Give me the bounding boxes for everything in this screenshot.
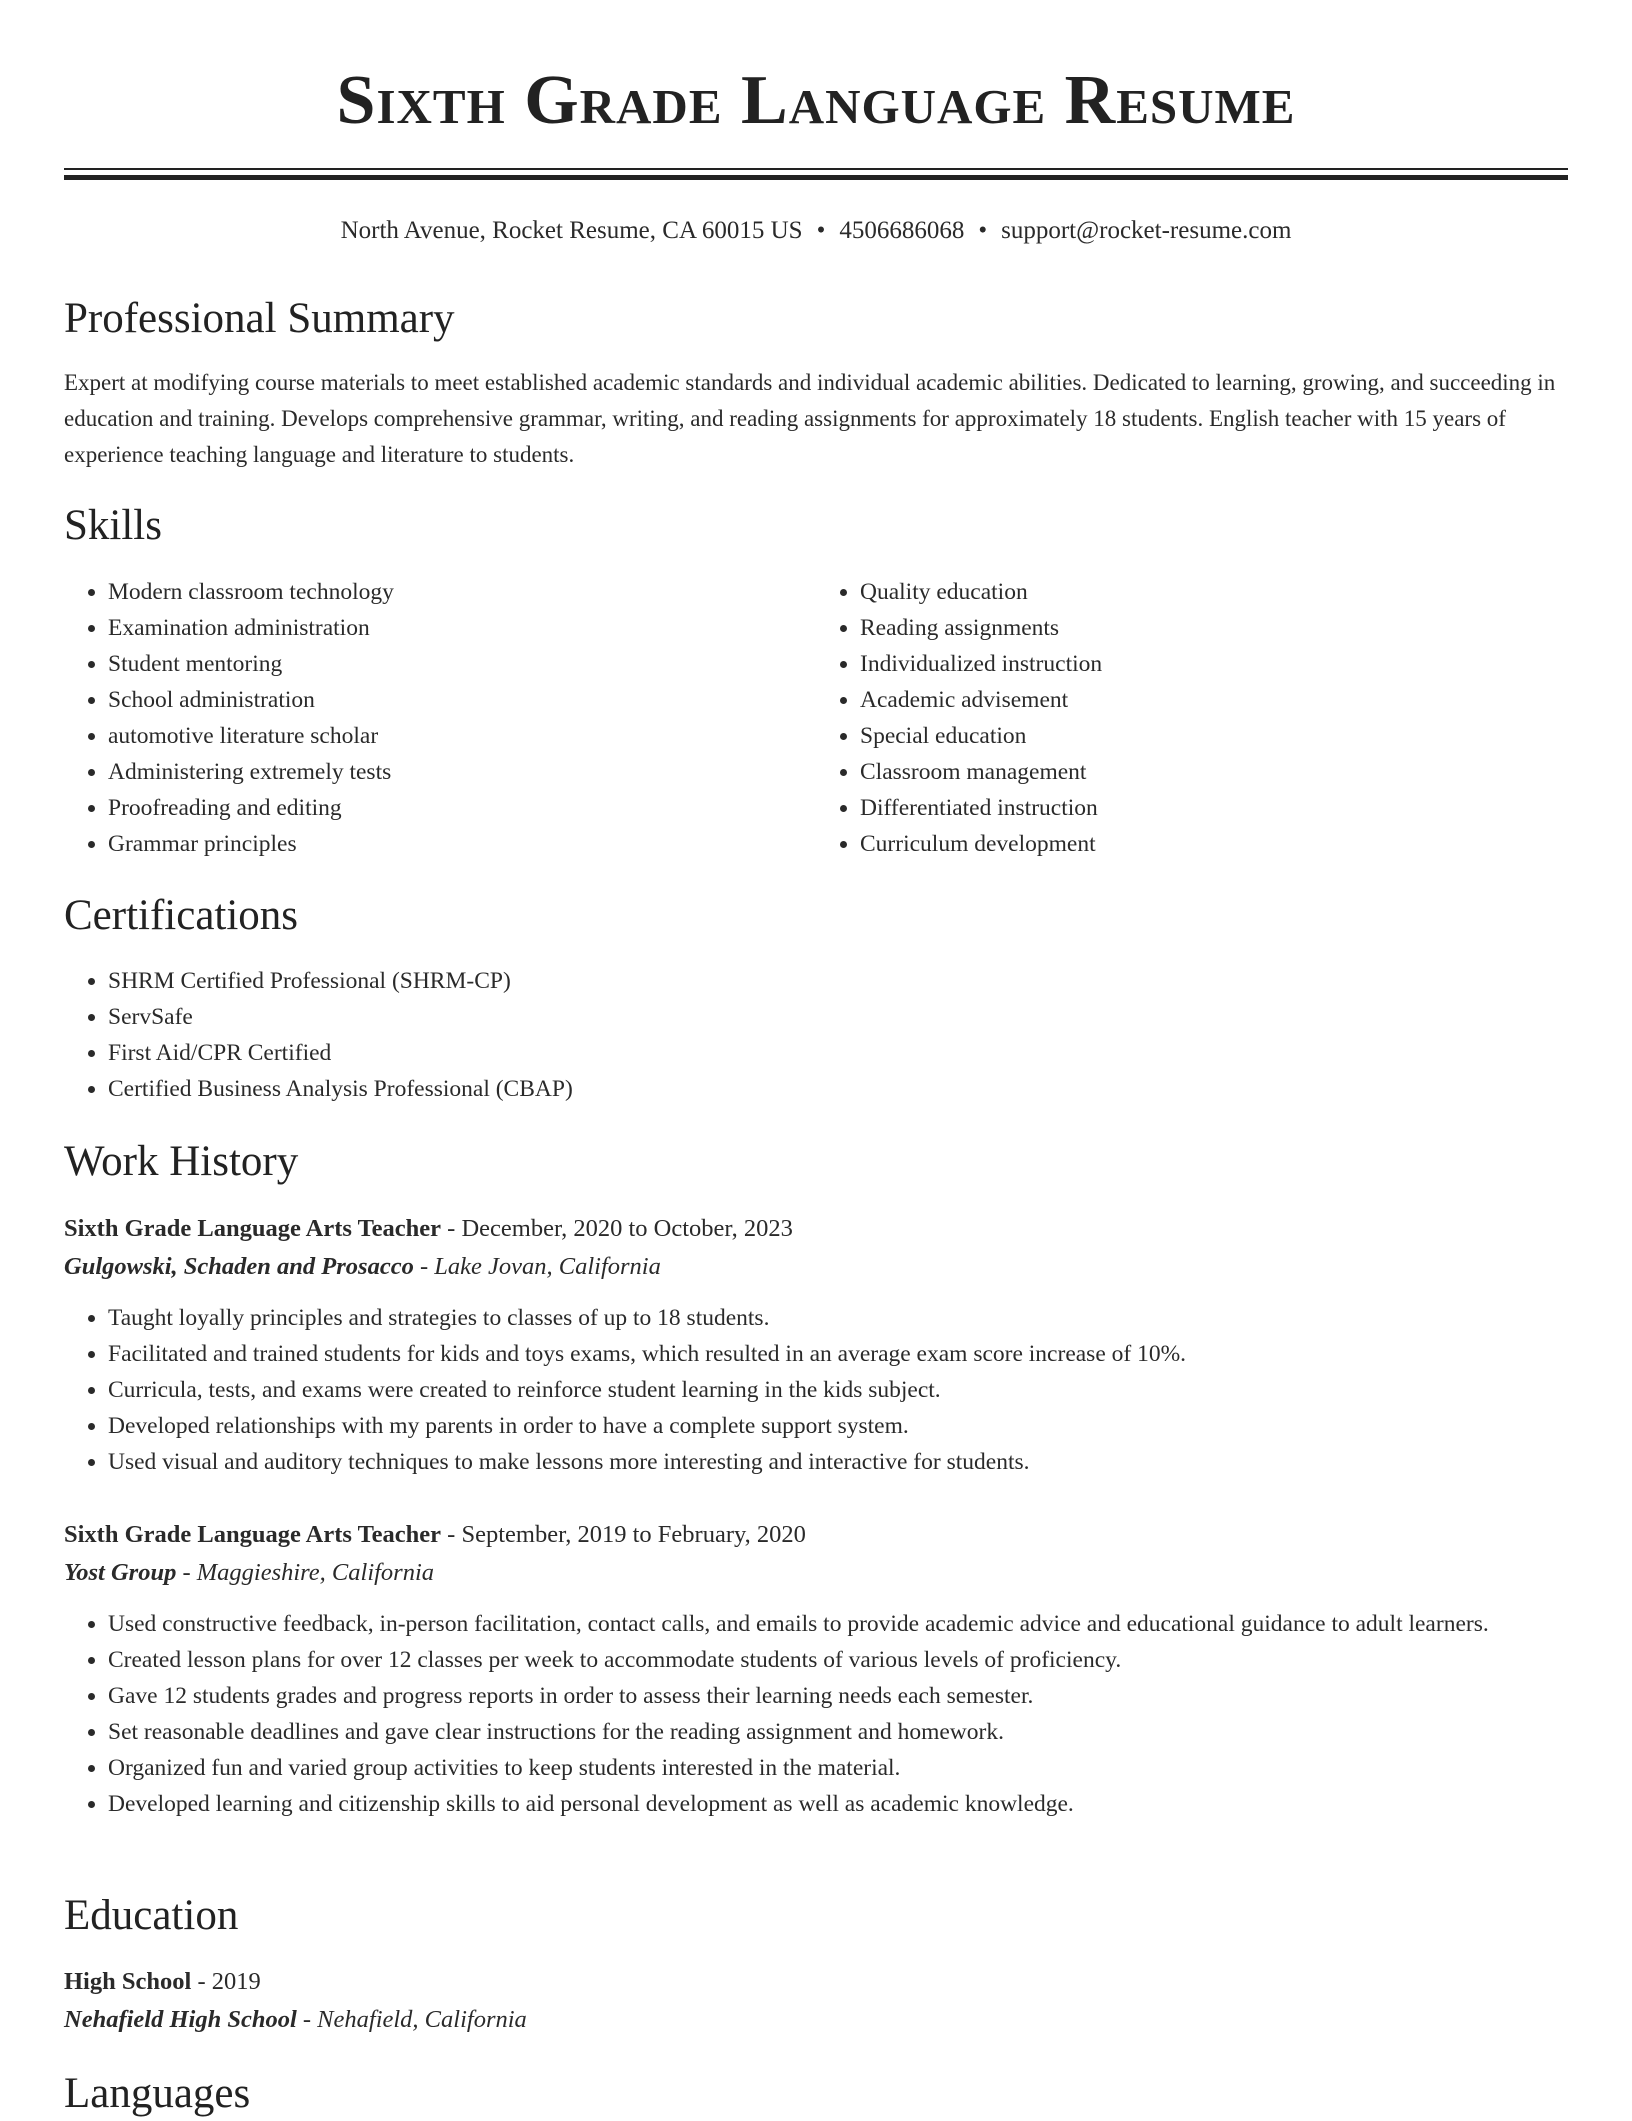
skill-item: • Modern classroom technology (108, 574, 816, 610)
job-company: Yost Group (64, 1559, 177, 1586)
job-bullet: • Created lesson plans for over 12 classes per week to accommodate students of various levels of proficiency. (108, 1642, 1568, 1678)
title-rule-thin (64, 168, 1568, 170)
job-company: Gulgowski, Schaden and Prosacco (64, 1253, 414, 1280)
resume-title: Sixth Grade Language Resume (336, 62, 1296, 139)
certifications-list (64, 963, 1568, 1107)
certification-item: • First Aid/CPR Certified (108, 1035, 1568, 1071)
contact-email: support@rocket-resume.com (1001, 217, 1292, 244)
skills-list-right (816, 574, 1568, 862)
education-degree-line (64, 1963, 1568, 2001)
job-dates: - September, 2019 to February, 2020 (441, 1521, 806, 1548)
contact-separator: • (978, 217, 988, 244)
skill-item: • Examination administration (108, 610, 816, 646)
certification-item: • Certified Business Analysis Professional (CBAP) (108, 1071, 1568, 1107)
skills-list-left (64, 574, 816, 862)
job-bullet: • Curricula, tests, and exams were created to reinforce student learning in the kids subject. (108, 1372, 1568, 1408)
skill-item: • School administration (108, 682, 816, 718)
job-entry (64, 1210, 1568, 1480)
job-title: Sixth Grade Language Arts Teacher (64, 1521, 442, 1548)
education-school-line (64, 2001, 1568, 2039)
education-entry (64, 1963, 1568, 2039)
job-bullet: • Taught loyally principles and strategies to classes of up to 18 students. (108, 1300, 1568, 1336)
certifications-heading: Certifications (64, 892, 299, 939)
job-bullet: • Organized fun and varied group activities to keep students interested in the material. (108, 1750, 1568, 1786)
title-rule-thick (64, 175, 1568, 180)
skill-item: • Curriculum development (860, 826, 1568, 862)
summary-text: Expert at modifying course materials to meet established academic standards and individual academic abilities. Dedicated to learning, growing, and succeeding in education and training. Develops comprehensive grammar, writing, and reading assignments for approximately 18 students. English teacher with 15 years of experience teaching language and literature to students. (64, 370, 1556, 467)
job-bullet: • Used constructive feedback, in-person facilitation, contact calls, and emails to provide academic advice and educational guidance to adult learners. (108, 1606, 1568, 1642)
work-history-heading: Work History (64, 1138, 299, 1185)
contact-line (0, 214, 1632, 248)
job-bullet: • Developed learning and citizenship skills to aid personal development as well as academic knowledge. (108, 1786, 1568, 1822)
skills-heading: Skills (64, 502, 162, 549)
summary-heading: Professional Summary (64, 295, 455, 342)
skill-item: • Administering extremely tests (108, 754, 816, 790)
skill-item: • Reading assignments (860, 610, 1568, 646)
job-bullet: • Facilitated and trained students for kids and toys exams, which resulted in an average exam score increase of 10%. (108, 1336, 1568, 1372)
job-dates: - December, 2020 to October, 2023 (441, 1215, 793, 1242)
education-location: - Nehafield, California (296, 2006, 527, 2033)
skill-item: • automotive literature scholar (108, 718, 816, 754)
job-employer (64, 1248, 1568, 1286)
skill-item: • Proofreading and editing (108, 790, 816, 826)
job-employer (64, 1554, 1568, 1592)
job-bullets (64, 1300, 1568, 1480)
education-year: - 2019 (191, 1968, 261, 1995)
job-bullet: • Gave 12 students grades and progress reports in order to assess their learning needs each semester. (108, 1678, 1568, 1714)
contact-address: North Avenue, Rocket Resume, CA 60015 US (340, 217, 803, 244)
job-header (64, 1516, 1568, 1554)
skill-item: • Individualized instruction (860, 646, 1568, 682)
contact-separator: • (816, 217, 826, 244)
job-bullets (64, 1606, 1568, 1822)
job-location: - Maggieshire, California (176, 1559, 435, 1586)
skill-item: • Grammar principles (108, 826, 816, 862)
skills-columns (64, 574, 1568, 862)
skill-item: • Student mentoring (108, 646, 816, 682)
job-header (64, 1210, 1568, 1248)
job-entry (64, 1516, 1568, 1822)
job-title: Sixth Grade Language Arts Teacher (64, 1215, 442, 1242)
skill-item: • Special education (860, 718, 1568, 754)
skill-item: • Differentiated instruction (860, 790, 1568, 826)
certification-item: • SHRM Certified Professional (SHRM-CP) (108, 963, 1568, 999)
contact-phone: 4506686068 (839, 217, 965, 244)
job-bullet: • Used visual and auditory techniques to make lessons more interesting and interactive for students. (108, 1444, 1568, 1480)
certifications-section (64, 963, 1568, 1107)
education-heading: Education (64, 1892, 239, 1939)
job-bullet: • Set reasonable deadlines and gave clear instructions for the reading assignment and homework. (108, 1714, 1568, 1750)
certification-item: • ServSafe (108, 999, 1568, 1035)
education-school: Nehafield High School (64, 2006, 297, 2033)
job-bullet: • Developed relationships with my parents in order to have a complete support system. (108, 1408, 1568, 1444)
skill-item: • Academic advisement (860, 682, 1568, 718)
education-degree: High School (64, 1968, 192, 1995)
job-location: - Lake Jovan, California (413, 1253, 661, 1280)
skill-item: • Classroom management (860, 754, 1568, 790)
skill-item: • Quality education (860, 574, 1568, 610)
languages-heading: Languages (64, 2070, 251, 2117)
